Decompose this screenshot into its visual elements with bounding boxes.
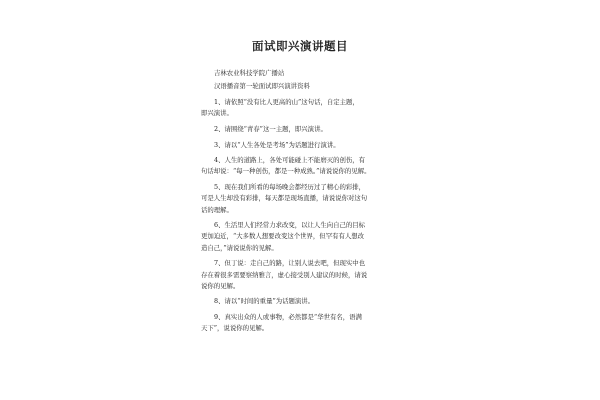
item-9-line-1: 9、真实出众的人或事物，必然都是“华世有名，语满: [214, 313, 362, 322]
document-body: [201, 68, 401, 335]
item-4: [201, 155, 401, 177]
item-6-line-1: 6、生活里人们经常力求改变，以让人生向自己的目标: [214, 221, 366, 230]
item-9: [201, 312, 401, 334]
item-1-line-1: 1、请依照“没有比人更高的山”这句话，自定主题，: [214, 97, 359, 106]
item-6-line-3: 造自己，”请说说你的见解。: [201, 243, 278, 252]
item-1: [201, 97, 401, 119]
item-5-line-3: 话的理解。: [201, 205, 233, 214]
item-7-line-1: 7、但丁说：走自己的路，让别人说去吧，但现实中也: [214, 259, 366, 268]
item-4-line-1: 4、人生的道路上，各处可能碰上不能磨灭的创伤，有: [214, 156, 366, 165]
item-4-line-2: 句话却说：“每一种创伤，都是一种成熟。”请说说你的见解。: [201, 167, 371, 176]
item-3-line-1: 3、请以“人生各处是考场”为话题进行演讲。: [214, 140, 340, 149]
page-title: 面试即兴演讲题目: [252, 39, 348, 53]
item-9-line-2: 天下”，说说你的见解。: [201, 324, 269, 333]
item-6-line-2: 更加迫近，“大多数人想要改变这个世界，但罕有有人想改: [201, 232, 365, 241]
item-5-line-2: 可是人生却没有彩排，每天都是现场直播，请说说你对这句: [201, 194, 368, 203]
item-5-line-1: 5、现在我们所看的每场晚会都经历过了精心的彩排，: [214, 183, 366, 192]
subtitle-line: 汉语播音第一轮面试即兴演讲资料: [214, 82, 310, 91]
item-3: [201, 140, 401, 151]
item-6: [201, 220, 401, 254]
item-8: [201, 296, 401, 307]
item-5: [201, 182, 401, 216]
item-8-line-1: 8、请以“时间的重量”为话题演讲。: [214, 297, 315, 306]
item-7: [201, 258, 401, 292]
item-1-line-2: 即兴演讲。: [201, 109, 233, 118]
item-7-line-3: 说你的见解。: [201, 281, 240, 290]
item-2: [201, 124, 401, 135]
source-line: 吉林农业科技学院广播站: [214, 69, 285, 77]
item-2-line-1: 2、请围绕“青春”这一主题，即兴演讲。: [214, 124, 327, 133]
item-7-line-2: 存在着很多需要察纳雅言，虚心接受别人建议的时候，请说: [201, 270, 368, 279]
